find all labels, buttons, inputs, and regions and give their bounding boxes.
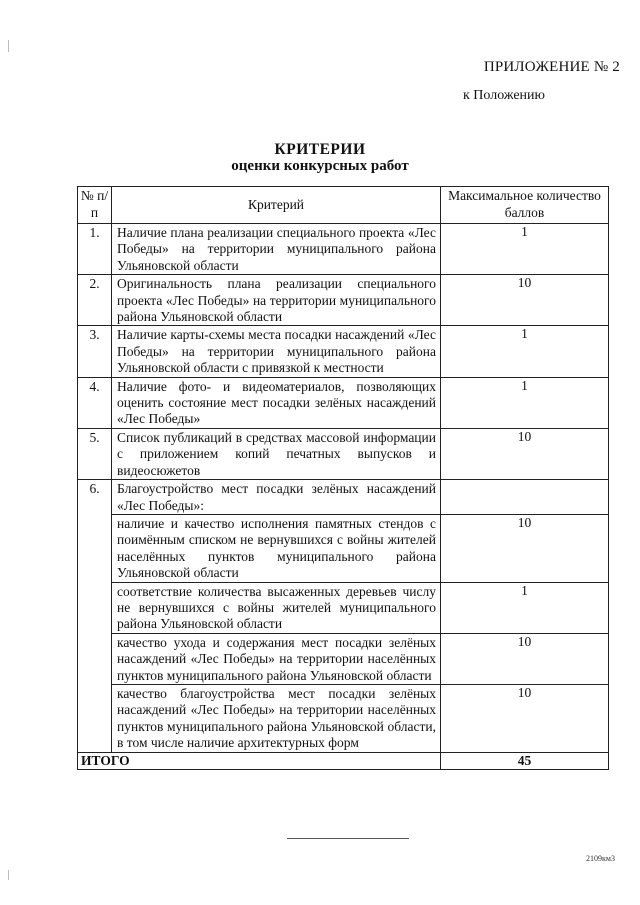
total-label: ИТОГО <box>78 752 441 769</box>
sub-criterion-text: качество ухода и содержания мест посадки зелёных насаждений «Лес Победы» на территории населённых пунктов муниципального района Ульяновской области <box>112 633 441 684</box>
row-number: 3. <box>78 326 112 377</box>
criterion-text: Наличие карты-схемы места посадки насаждений «Лес Победы» на территории муниципального района Ульяновской области с привязкой к местности <box>112 326 441 377</box>
page-subtitle: оценки конкурсных работ <box>231 158 409 174</box>
max-score: 1 <box>441 224 609 275</box>
column-header-max-score: Максимальное количество баллов <box>441 187 609 224</box>
row-number: 6. <box>78 480 112 753</box>
max-score: 10 <box>441 428 609 479</box>
row-number: 2. <box>78 275 112 326</box>
max-score: 10 <box>441 514 609 582</box>
sub-criterion-text: наличие и качество исполнения памятных стендов с поимённым списком не вернувшихся с войны жителей населённых пунктов муниципального района Ульяновской области <box>112 514 441 582</box>
scan-edge-mark <box>8 870 9 880</box>
max-score: 10 <box>441 684 609 752</box>
row-number: 1. <box>78 224 112 275</box>
table-row <box>78 224 609 275</box>
criterion-text: Наличие плана реализации специального проекта «Лес Победы» на территории муниципального района Ульяновской области <box>112 224 441 275</box>
sub-criterion-text: соответствие количества высаженных деревьев числу не вернувшихся с войны жителей муниципального района Ульяновской области <box>112 582 441 633</box>
scan-edge-mark <box>8 40 9 52</box>
table-header-row <box>78 187 609 224</box>
max-score: 1 <box>441 377 609 428</box>
appendix-number: ПРИЛОЖЕНИЕ № 2 <box>483 59 620 75</box>
max-score <box>441 480 609 515</box>
table-row <box>78 480 609 515</box>
table-row <box>78 326 609 377</box>
total-row <box>78 752 609 769</box>
criterion-text: Благоустройство мест посадки зелёных насаждений «Лес Победы»: <box>112 480 441 515</box>
sub-criterion-text: качество благоустройства мест посадки зелёных насаждений «Лес Победы» на территории населённых пунктов муниципального района Ульяновской области, в том числе наличие архитектурных форм <box>112 684 441 752</box>
document-code: 2109км3 <box>586 854 615 863</box>
row-number: 5. <box>78 428 112 479</box>
table-subrow <box>78 684 609 752</box>
row-number: 4. <box>78 377 112 428</box>
max-score: 10 <box>441 275 609 326</box>
column-header-number: № п/п <box>78 187 112 224</box>
criteria-table <box>77 186 609 770</box>
signature-line <box>287 838 409 839</box>
table-row <box>78 428 609 479</box>
table-row <box>78 377 609 428</box>
max-score: 1 <box>441 326 609 377</box>
table-subrow <box>78 633 609 684</box>
criterion-text: Наличие фото- и видеоматериалов, позволяющих оценить состояние мест посадки зелёных насаждений «Лес Победы» <box>112 377 441 428</box>
max-score: 10 <box>441 633 609 684</box>
page-title: КРИТЕРИИ <box>274 141 366 158</box>
table-subrow <box>78 514 609 582</box>
total-value: 45 <box>441 752 609 769</box>
table-subrow <box>78 582 609 633</box>
criterion-text: Список публикаций в средствах массовой информации с приложением копий печатных выпусков и видеосюжетов <box>112 428 441 479</box>
table-row <box>78 275 609 326</box>
column-header-criterion: Критерий <box>112 187 441 224</box>
criterion-text: Оригинальность плана реализации специального проекта «Лес Победы» на территории муниципального района Ульяновской области <box>112 275 441 326</box>
appendix-reference: к Положению <box>462 88 545 103</box>
max-score: 1 <box>441 582 609 633</box>
